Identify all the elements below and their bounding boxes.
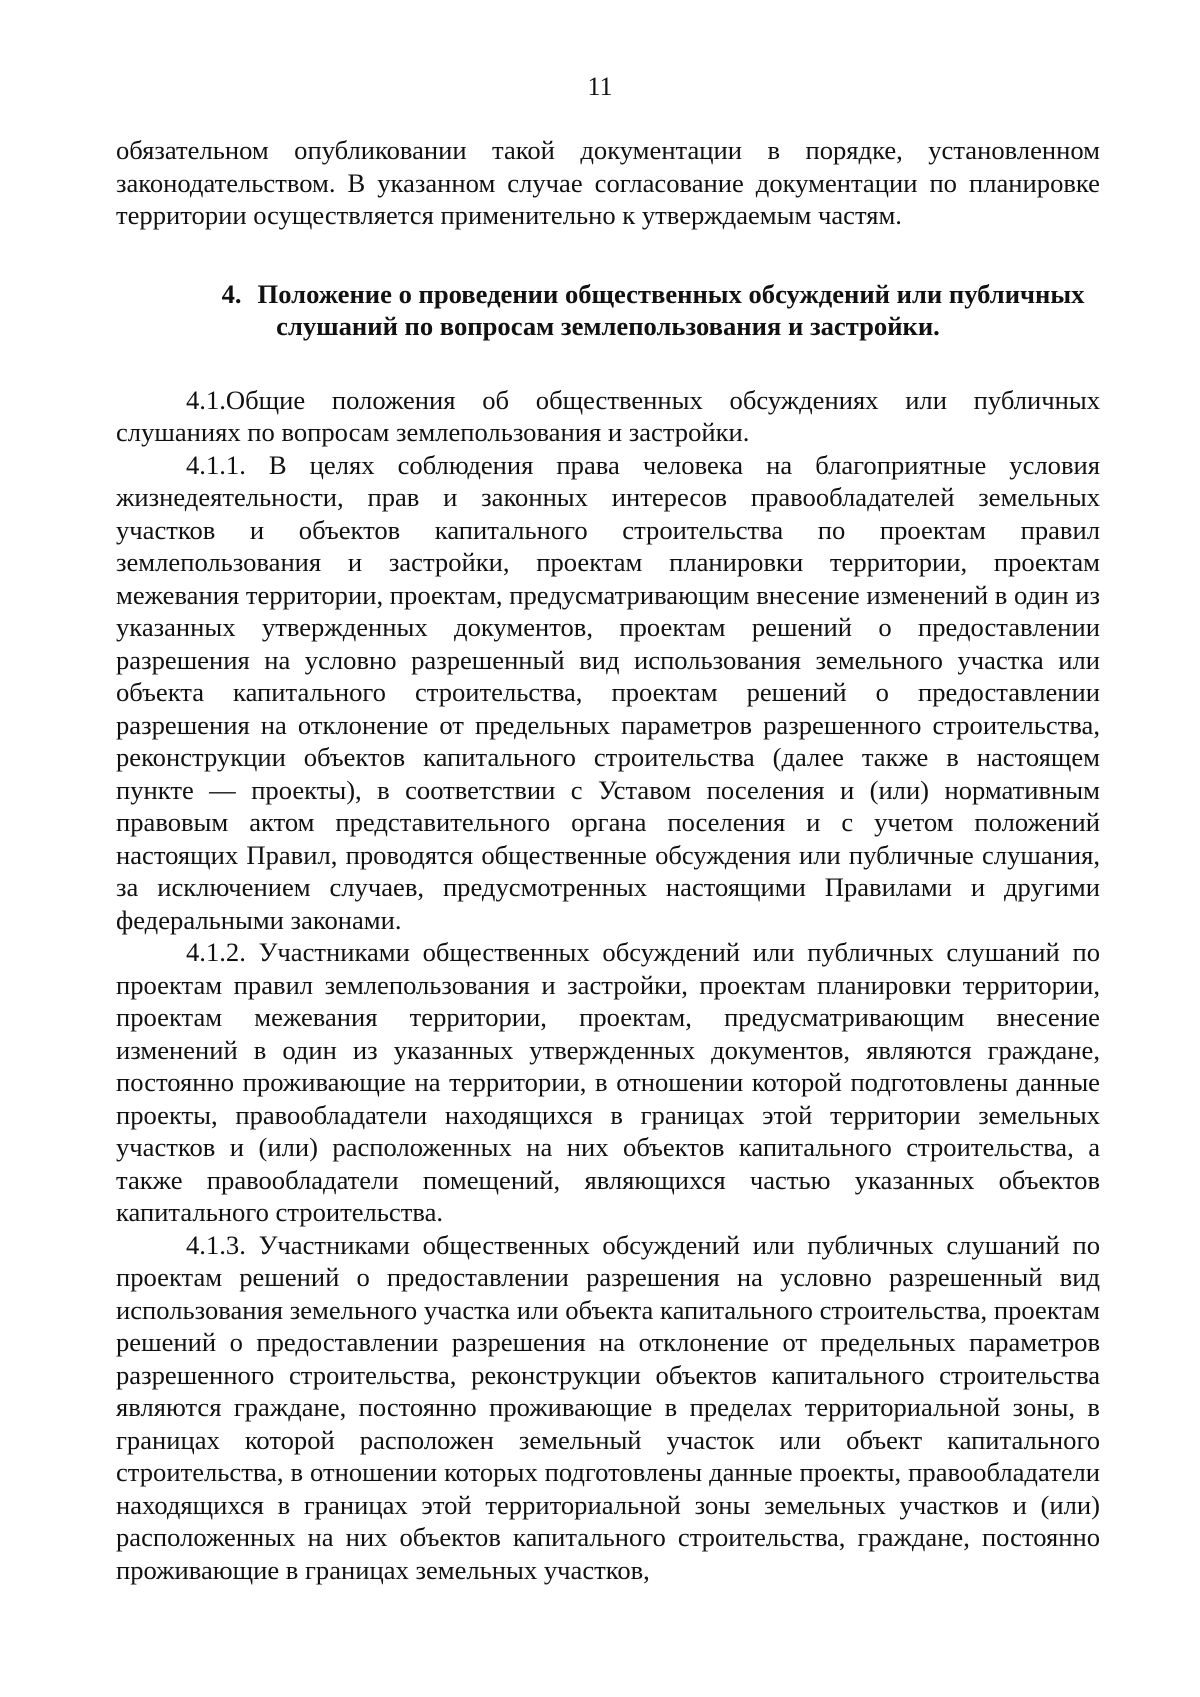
section-number: 4. (221, 278, 242, 309)
section-heading (116, 278, 1100, 342)
section-heading-line-1 (116, 278, 1100, 310)
paragraph-4-1-2: 4.1.2. Участниками общественных обсуждений или публичных слушаний по проектам правил землепользования и застройки, проектам планировки территории, проектам межевания территории, проектам, предусматривающим внесение изменений в один из указанных утвержденных документов, являются граждане, постоянно проживающие на территории, в отношении которой подготовлены данные проекты, правообладатели находящихся в границах этой территории земельных участков и (или) расположенных на них объектов капитального строительства, а также правообладатели помещений, являющихся частью указанных объектов капитального строительства. (116, 937, 1100, 1227)
section-title-line-1: Положение о проведении общественных обсуждений или публичных (257, 278, 1085, 309)
document-body (116, 134, 1100, 1586)
page-number: 11 (587, 72, 613, 101)
paragraph-4-1-1: 4.1.1. В целях соблюдения права человека на благоприятные условия жизнедеятельности, прав и законных интересов правообладателей земельных участков и объектов капитального строительства по проектам правил землепользования и застройки, проектам планировки территории, проектам межевания территории, проектам, предусматривающим внесение изменений в один из указанных утвержденных документов, проектам решений о предоставлении разрешения на условно разрешенный вид использования земельного участка или объекта капитального строительства, проектам решений о предоставлении разрешения на отклонение от предельных параметров разрешенного строительства, реконструкции объектов капитального строительства (далее также в настоящем пункте — проекты), в соответствии с Уставом поселения и (или) нормативным правовым актом представительного органа поселения и с учетом положений настоящих Правил, проводятся общественные обсуждения или публичные слушания, за исключением случаев, предусмотренных настоящими Правилами и другими федеральными законами. (116, 449, 1100, 935)
paragraph-4-1: 4.1.Общие положения об общественных обсуждениях или публичных слушаниях по вопросам землепользования и застройки. (116, 384, 1100, 447)
intro-paragraph: обязательном опубликовании такой документации в порядке, установленном законодательством. В указанном случае согласование документации по планировке территории осуществляется применительно к утверждаемым частям. (116, 135, 1100, 230)
section-title-line-2: слушаний по вопросам землепользования и застройки. (276, 310, 940, 341)
paragraph-4-1-3: 4.1.3. Участниками общественных обсуждений или публичных слушаний по проектам решений о предоставлении разрешения на условно разрешенный вид использования земельного участка или объекта капитального строительства, проектам решений о предоставлении разрешения на отклонение от предельных параметров разрешенного строительства, реконструкции объектов капитального строительства являются граждане, постоянно проживающие в пределах территориальной зоны, в границах которой расположен земельный участок или объект капитального строительства, в отношении которых подготовлены данные проекты, правообладатели находящихся в границах этой территориальной зоны земельных участков и (или) расположенных на них объектов капитального строительства, граждане, постоянно проживающие в границах земельных участков, (116, 1229, 1100, 1585)
